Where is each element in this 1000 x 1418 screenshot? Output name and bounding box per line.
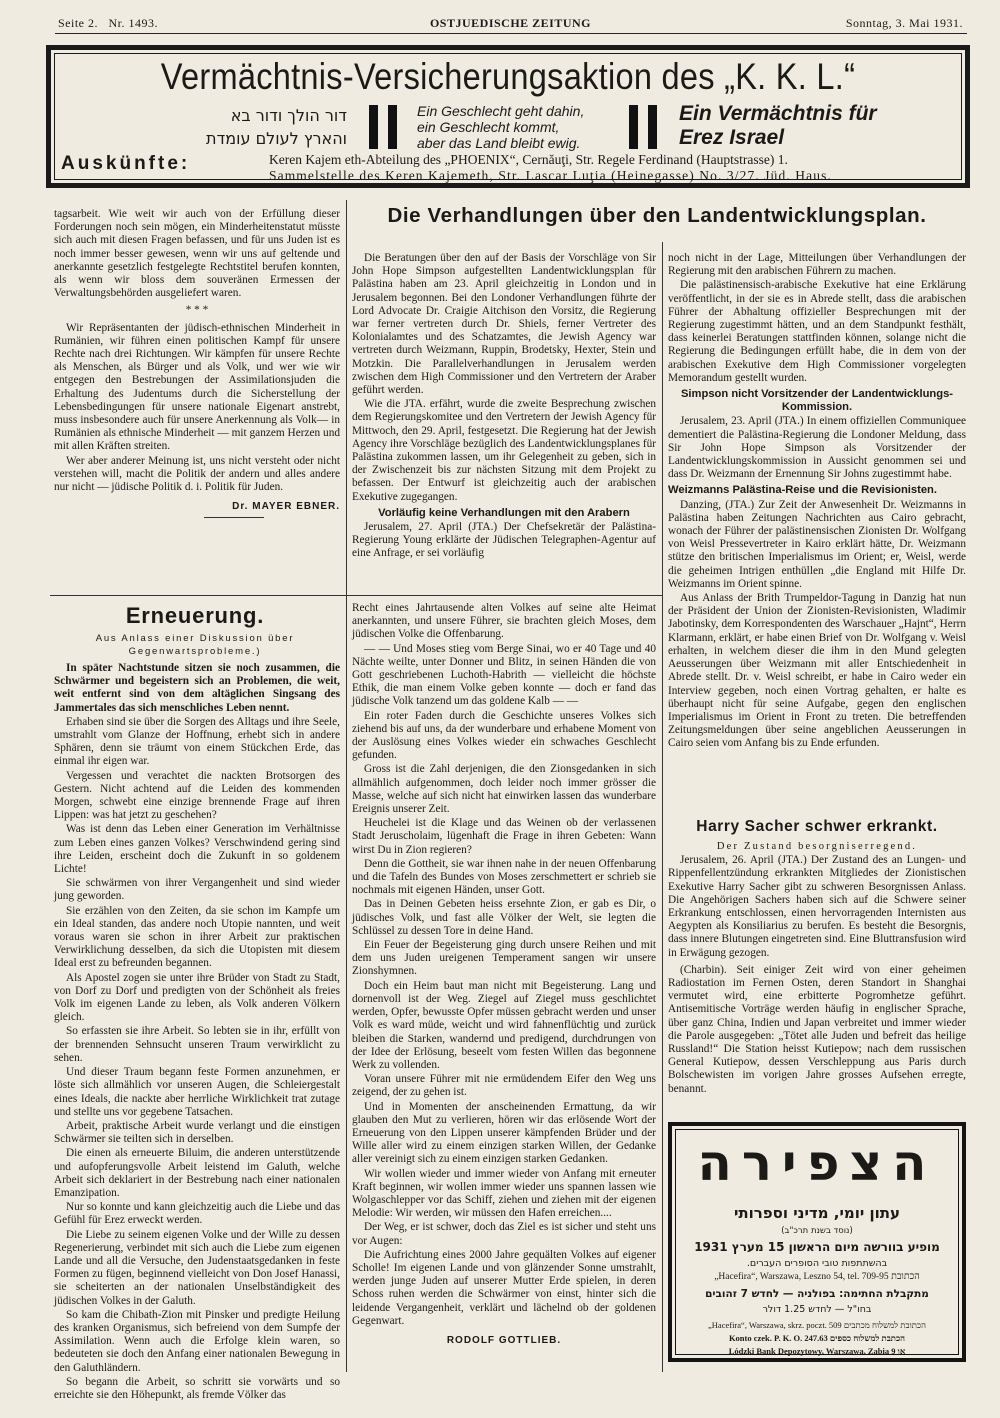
motto-line-3: aber das Land bleibt ewig. [417,135,581,151]
hazefirah-line-8: „Hacefira“, Warszawa, skrz. poczt. 509 הכתובת למשלוח מכתבים [708,1320,926,1330]
column-rule-1 [346,200,347,1372]
ebner-article [54,208,340,590]
erneuerung-cont-paragraph-3: Ein roter Faden durch die Geschichte unseres Volkes sich ziehend bis auf uns, da der wunderbare und erhabene Moment von der Auslösung eines Volkes wieder ein schwaches Geschlecht gefunden. [352,709,656,762]
verhandlungen-headline: Die Verhandlungen über den Landentwicklungsplan. [387,204,927,227]
advert-ornament-bar-right [629,105,657,149]
simpson-subhead: Simpson nicht Vorsitzender der Landentwicklungs-Kommission. [680,388,954,414]
weizmann-paragraph-2: Aus Anlass der Brith Trumpeldor-Tagung in Danzig hat nun der Präsident der Union der Zionisten-Revisionisten, Wladimir Jabotinsky, dem Korrespondenten des Warschauer „Hajnt“, Herrn Klarmann, erklärt, er habe einen Brief von Dr. Wolfgang v. Weisl erhalten, in welchem dieser die ihm in den Mund gelegten Aeusserungen über Weizmann mit aller Entschiedenheit in Abrede stellt. Dr. v. Weisl schreibt, er habe in Cairo weder ein Interview gegeben, noch einen Vortrag gehalten, er halte es überhaupt nicht für seine Aufgabe, gegen den englischen Imperialismus im Orient in Front zu treten. Die betreffenden Zeitungsmeldungen über seine angeblichen Aeusserungen in Cairo seien vom Anfang bis zu Ende erfunden. [668,592,966,750]
hazefirah-line-9: Konto czek. P. K. O. 247.63 הכתבת למשלוח כספים [728,1333,906,1343]
advert-info-line-1: Keren Kajem eth-Abteilung des „PHOENIX“, Cernăuţi, Str. Regele Ferdinand (Hauptstrasse) 1. [269,152,788,167]
slogan-line-2: Erez Israel [679,126,785,149]
sacher-headline: Harry Sacher schwer erkrankt. [696,818,938,835]
erneuerung-col-middle [352,602,656,1374]
verhandlungen-subhead-arabs: Vorläufig keine Verhandlungen mit den Arabern [378,506,630,519]
page-number: Seite 2. Nr. 1493. [58,16,158,30]
sacher-paragraph: Jerusalem, 26. April (JTA.) Der Zustand des an Lungen- und Rippenfellentzündung erkrankten Mitgliedes der Zionistischen Exekutive Harry Sacher gibt zu schweren Besorgnissen Anlass. Die Angehörigen Sachers haben sich auf die Schwere seiner Erkrankung entschlossen, einen hervorragenden Internisten aus Aegypten als Konsiliarius zu berufen. Es besteht die Besorgnis, dass innere Blutungen eingetreten sind. Eine Bluttransfusion wird in Erwägung gezogen. [668,854,966,959]
erneuerung-cont-paragraph-1: Recht eines Jahrtausende alten Volkes auf seine alte Heimat anerkannten, und unsere Führer, sie brachten gleich Moses, dem jüdischen Volke die Offenbarung. [352,602,656,641]
ebner-paragraph-3: Wer aber anderer Meinung ist, uns nicht versteht oder nicht verstehen will, macht die Politik der andern und alles andere nur nicht — jüdische Politik d. i. Politik für Juden. [54,454,340,494]
section-stars: * * * [185,304,209,317]
verhandlungen-paragraph-1: Die Beratungen über den auf der Basis der Vorschläge von Sir John Hope Simpson aufgestellten Landentwicklungsplan für Palästina haben am 23. April gleichzeitig in London und in Jerusalem begonnen. Bei den Londoner Verhandlungen führte der Lord Advocate Dr. Craigie Aitchison den Vorsitz, die Regierung war ferner vertreten durch Dr. Shiels, ferner Vertreter des Kolonialamtes und des Schatzamtes, die Jewish Agency war vertreten durch Weizmann, Ruppin, Brodetsky, Hexter, Stein und Motzkin. Die Parallelverhandlungen in Jerusalem werden zwischen dem High Commissioner und den Vertretern der Araber geführt werden. [352,252,656,397]
erneuerung-cont-paragraph-5: Heuchelei ist die Klage und das Weinen ob der verlassenen Stadt Jeruscholaim, lügenhaft die Frage in ihren Gebeten: Wann wirst Du in Zion regieren? [352,817,656,856]
issue-number: Nr. 1493. [108,16,158,30]
erneuerung-paragraph-3: Vergessen und verachtet die nackten Brotsorgen des Gestern. Nicht achtend auf die Leiden des kommenden Morgen, schwebt eine einzige brennende Frage auf ihren Lippen: was hat jetzt zu geschehen? [54,769,340,822]
erneuerung-paragraph-5: Sie schwärmen von ihrer Vergangenheit und sind wieder jung geworden. [54,877,340,903]
erneuerung-paragraph-9: Und dieser Traum begann feste Formen anzunehmen, er löste sich allmählich vor unseren Augen, die Schleiergestalt eines Ideals, die nackte aber herrliche Wirklichkeit trat zutage und stellte uns vor gegebene Tatsachen. [54,1066,340,1118]
slogan-line-1: Ein Vermächtnis für [679,102,877,125]
motto-line-2: ein Geschlecht kommt, [417,119,560,135]
hazefirah-line-2: (נוסד בשנת תרכ"ב) [781,1226,853,1236]
issue-date: Sonntag, 3. Mai 1931. [845,16,963,30]
verhandlungen-col-left [352,252,656,590]
hazefirah-line-5: „Hacefira“, Warszawa, Leszno 54, tel. 709-95 הכתובת [714,1272,920,1282]
charbin-paragraph: (Charbin). Seit einiger Zeit wird von einer geheimen Radiostation im Fernen Osten, deren Standort in Shanghai vermutet wird, eine erbitterte Pogromhetze geführt. Antisemitische Vorträge werden häufig in englischer Sprache, über ganz China, Indien und Japan verbreitet und immer wieder die Parole ausgegeben: „Tötet alle Juden und befreit das heilige Russland!“ Die Station heisst Kutiepow; nach dem russischen General Kutiepow, dessen Verschleppung aus Paris durch Bolschewisten im vorigen Jahre grosses Aufsehen erregte, benannt. [668,963,966,1095]
kkl-advert [46,45,970,188]
erneuerung-paragraph-2: Erhaben sind sie über die Sorgen des Alltags und ihre Seele, umstrahlt vom Glanze der Hoffnung, erhebt sich in andere Sphären, denn sie träumt von einem Stückchen Erde, das einmal ihr eigen war. [54,715,340,768]
advert-title: Vermächtnis-Versicherungsaktion des „K. K. L.“ [160,56,856,97]
erneuerung-paragraph-4: Was ist denn das Leben einer Generation im Verhältnisse zum Leben eines ganzen Volkes? Verschwindend gering sind ihre Leiden, erscheint doch die Zukunft in so goldenem Lichte! [54,823,340,876]
erneuerung-cont-paragraph-11: Und in Momenten der anscheinenden Ermattung, da wir glauben den Mut zu verlieren, hören wir das erlösende Wort der Erneuerung von den Lippen unserer kämpfenden Brüder und der Wille aller wird zu einem einzigen starken Willen, der Gedanke aller vereinigt sich zu einem einzigen starken Gedanken. [352,1100,656,1166]
sacher-subhead: Der Zustand besorgniserregend. [716,841,918,852]
verhandlungen-paragraph-2: Wie die JTA. erfährt, wurde die zweite Besprechung zwischen dem Regierungskomitee und den Vertretern der Jewish Agency für Mittwoch, den 29. April, festgesetzt. Die Regierung hat der Jewish Agency ihre Vorschläge bezüglich des Landentwicklungsplanes für Palästina zukommen lassen, um ihr Gelegenheit zu geben, sich in der Zwischenzeit bis zur nächsten Sitzung mit dem Projekt zu befassen. Der Entwurf ist gleichzeitig auch der arabischen Exekutive zugegangen. [352,398,656,503]
verhandlungen-paragraph-3: Jerusalem, 27. April (JTA.) Der Chefsekretär der Palästina-Regierung Young erklärte der Jüdischen Telegraphen-Agentur auf eine Anfrage, er sei vorläufig [352,521,656,560]
erneuerung-cont-paragraph-7: Das in Deinen Gebeten heiss ersehnte Zion, er gab es Dir, o jüdisches Volk, und fast alle Völker der Welt, sie legten die Schlüssel zu dessen Tore in deine Hand. [352,898,656,937]
erneuerung-col-left [54,662,340,1401]
hazefirah-line-4: בהשתתפות טובי הסופרים העברים. [746,1258,888,1269]
section-rule [50,595,662,596]
erneuerung-cont-paragraph-12: Wir wollen wieder und immer wieder von Anfang mit erneuter Kraft beginnen, wir wollen immer wieder uns spannen lassen wie Wolgaschlepper vor das Schiff, ziehen und ziehen mit der eigenen Melodie: Wir werden, wir müssen den Hafen erreichen.... [352,1167,656,1220]
hazefirah-line-1: עתון יומי, מדיני וספרותי [733,1204,901,1222]
erneuerung-headline: Erneuerung. [125,603,265,628]
hazefirah-line-10: Lódzki Bank Depozytowy, Warszawa, Zabia 9 או [728,1346,906,1356]
erneuerung-paragraph-12: Nur so konnte und kann gleichzeitig auch die Liebe und das Gefühl für Erez erweckt werden. [54,1201,340,1227]
erneuerung-paragraph-15: So begann die Arbeit, so schritt sie vorwärts und so erreichte sie den Höhepunkt, als fremde Völker das [54,1375,340,1401]
advert-slogan [679,102,877,150]
erneuerung-paragraph-7: Als Apostel zogen sie unter ihre Brüder von Stadt zu Stadt, von Dorf zu Dorf und predigten von der Schönheit als freies Volk im eigenen Lande zu leben, als Volk anderen Völkern gleich. [54,971,340,1024]
ebner-paragraph-1: tagsarbeit. Wie weit wir auch von der Erfüllung dieser Forderungen noch sein mögen, ein Minderheitenstatut müsste sich auch mit diesen Fragen befassen, und für uns Juden ist es noch immer besser gewesen, wenn wir uns auf geltende und anerkannte gesetzlich festgelegte Rechtstitel berufen konnten, als wenn wir bloss dem souveränen Ermessen der Verwaltungsbehörden ausgeliefert waren. [54,208,340,300]
sacher-article [668,840,966,1112]
weizmann-paragraph-1: Danzing, (JTA.) Zur Zeit der Anwesenheit Dr. Weizmanns in Palästina haben Zeitungen Nachrichten aus Cairo gebracht, wonach der Führer der palästinensischen Zionisten Dr. Wolfgang von Weisl Pressevertreter in Kairo erklärt hätte, Dr. Weizmann stütze den britischen Imperialismus im Orient; er, Weisl, werde die geheimen Intrigen enthüllen „die England mit Hilfe Dr. Weizmanns im Orient spinne. [668,498,966,590]
erneuerung-paragraph-14: So kam die Chibath-Zion mit Pinsker und predigte Heilung des kranken Organismus, sich befreiend von dem Sumpfe der Assimilation. Wenn auch die Erfolge klein waren, so bedeuteten sie doch den Anfang einer nationalen Bewegung in den Galuthländern. [54,1308,340,1374]
hazefirah-advert [668,1122,966,1362]
ebner-signature: Dr. MAYER EBNER. [232,501,340,513]
advert-hebrew-line-2: והארץ לעולם עומדת [205,129,347,148]
erneuerung-paragraph-10: Arbeit, praktische Arbeit wurde verlangt und die einstigen Schwärmer sie teilten sich in derselben. [54,1119,340,1146]
gottlieb-signature: RODOLF GOTTLIEB. [446,1334,562,1346]
advert-ornament-bar-left [369,105,397,149]
newspaper-name: OSTJUEDISCHE ZEITUNG [429,16,592,30]
ebner-paragraph-2: Wir Repräsentanten der jüdisch-ethnischen Minderheit in Rumänien, wir führen einen politischen Kampf für unsere Rechte nach drei Richtungen. Wir kämpfen für unsere Rechte als Menschen, als Bürger und als Volk, und wer wie wir entgegen den Bestrebungen der Assimilationsjuden die Erhaltung des Judentums durch die Sicherstellung der Lebensbedingungen für unsere nationale Eigenart anstrebt, muss insbesondere auch für unsere Anerkennung als Volk— in Rumänien als ethnische Minderheit — mit ganzem Herzen und mit allen Kräften streiten. [54,321,340,453]
erneuerung-subtitle: Aus Anlass einer Diskussion über Gegenwartsprobleme.) [95,633,295,657]
advert-info-line-2: Sammelstelle des Keren Kajemeth, Str. Lascar Luţia (Heinegasse) No. 3/27. Jüd. Haus. [269,168,832,183]
erneuerung-cont-paragraph-6: Denn die Gottheit, sie war ihnen nahe in der neuen Offenbarung und die Tafeln des Bundes von Moses zerschmettert er schrieb sie nochmals mit eigenen Händen, unser Gott. [352,857,656,897]
erneuerung-cont-paragraph-10: Voran unsere Führer mit nie ermüdendem Eifer den Weg uns zeigend, der zu gehen ist. [352,1073,656,1099]
hazefirah-line-7: בחו"ל — לחדש 1.25 דולר [762,1304,872,1315]
ebner-end-rule [204,517,264,518]
hazefirah-line-3: מופיע בוורשה מיום הראשון 15 מערץ 1931 [694,1240,940,1254]
hazefirah-masthead: הצפירה [697,1134,937,1192]
hazefirah-line-6: מתקבלת החתימה: בפולניה — לחדש 7 זהובים [705,1288,929,1300]
erneuerung-cont-paragraph-9: Doch ein Heim baut man nicht mit Begeisterung. Lang und dornenvoll ist der Weg. Ziegel auf Ziegel muss geschlichtet werden, Opfer, bewusste Opfer müssen gebracht werden und unser Volk es ward müde, weicht und wird fahnenflüchtig und zurück bleiben die Starken, wandernd und predigend, durchdrungen von der Idee der Erlösung, beseelt vom festen Willen das begonnene Werk zu vollenden. [352,979,656,1071]
verhandlungen-paragraph-4: noch nicht in der Lage, Mitteilungen über Verhandlungen der Regierung mit den arabischen Führern zu machen. [668,252,966,278]
erneuerung-cont-paragraph-13: Der Weg, er ist schwer, doch das Ziel es ist sicher und steht uns vor Augen: [352,1221,656,1247]
erneuerung-paragraph-6: Sie erzählen von den Zeiten, da sie schon im Kampfe um ein Ideal standen, das andere noch Utopie nannten, und weit voraus waren sie schon in ihrer Arbeit zur praktischen Verwirklichung desselben, da sich die Utopisten mit diesem Ideal erst zu befreunden begannen. [54,904,340,970]
erneuerung-cont-paragraph-14: Die Aufrichtung eines 2000 Jahre gequälten Volkes auf eigener Scholle! Im eigenen Lande und von glänzender Sonne umstrahlt, werden junge Juden auf unserer Mutter Erde spielen, in deren Schoss ruhen werden die Schwärmer von einst, hinter sich die leidende Vergangenheit, verklärt und lächelnd ob der goldenen Gegenwart. [352,1248,656,1327]
advert-auskunfte-label: Auskünfte: [61,153,191,174]
erneuerung-cont-paragraph-2: — — Und Moses stieg vom Berge Sinai, wo er 40 Tage und 40 Nächte weilte, unter Donner und Blitz, in seinen Händen die von Gott geschriebenen Luchoth-Habrith — vielleicht die höchste Ethik, die man einem Volke geben konnte — doch er fand das jüdische Volk tanzend um das goldene Kalb — — [352,642,656,708]
erneuerung-paragraph-11: Die einen als erneuerte Biluim, die anderen unterstützende und aufopferungsvolle Arbeit leistend im Galuth, welche Arbeit sich deklariert in der Bestrebung nach einer nationalen Emanzipation. [54,1147,340,1199]
erneuerung-cont-paragraph-8: Ein Feuer der Begeisterung ging durch unsere Reihen und mit dem uns Juden ureigenen Temperament sangen wir unsere Zionshymnen. [352,939,656,978]
erneuerung-cont-paragraph-4: Gross ist die Zahl derjenigen, die den Zionsgedanken in sich allmählich aufgenommen, doch leider noch immer grösser die Masse, welche auf sich nicht hat einwirken lassen das wunderbare Ereignis unserer Zeit. [352,763,656,816]
column-rule-2 [662,242,663,1372]
weizmann-subhead: Weizmanns Palästina-Reise und die Revisionisten. [668,484,937,497]
erneuerung-paragraph-8: So erfassten sie ihre Arbeit. So lebten sie in ihr, erfüllt von der brennenden Sehnsucht unseren Traum verwirklicht zu sehen. [54,1025,340,1064]
motto-line-1: Ein Geschlecht geht dahin, [417,103,585,119]
advert-hebrew-line-1: דור הולך ודור בא [230,106,347,125]
erneuerung-paragraph-1: In später Nachtstunde sitzen sie noch zusammen, die Schwärmer und begeistern sich an Problemen, die weit, weit entfernt sind von dem altäglichen Singsang des Jammertales das sich menschliches Leben nennt. [54,662,340,714]
simpson-paragraph: Jerusalem, 23. April (JTA.) In einem offiziellen Communiquee dementiert die Palästina-Regierung die Londoner Meldung, dass Sir John Hope Simpson als Vorsitzender der Landentwicklungskommission in Aussicht genommen sei und dass Dr. Weizmann der Ernennung Sir Johns zugestimmt habe. [668,415,966,481]
verhandlungen-col-right [668,252,966,814]
header-rule [55,33,967,34]
verhandlungen-paragraph-5: Die palästinensisch-arabische Exekutive hat eine Erklärung veröffentlicht, in der sie es in Abrede stellt, dass die arabischen Führer der Abhaltung offizieller Besprechungen mit der Regierung zugestimmt hätten, und an dem Standpunkt festhält, dass keinerlei Beratungen stattfinden können, solange nicht die Regierung die Bedingungen erfüllt habe, die in dem von der arabischen Exekutive dem High Commissioner vorgelegten Memorandum gestellt wurden. [668,279,966,384]
page-header [58,14,963,34]
erneuerung-paragraph-13: Die Liebe zu seinem eigenen Volke und der Wille zu dessen Regenerierung, verbindet mit sich auch die Liebe zum eigenen Lande und all die Versuche, den Judenstaatsgedanken in feste Formen zu fügen, beginnend vielleicht von Don Josef Hanassi, sie scheiterten an der nationalen Unselbständigkeit des jüdischen Volkes in der Galuth. [54,1228,340,1307]
advert-motto [417,103,584,151]
